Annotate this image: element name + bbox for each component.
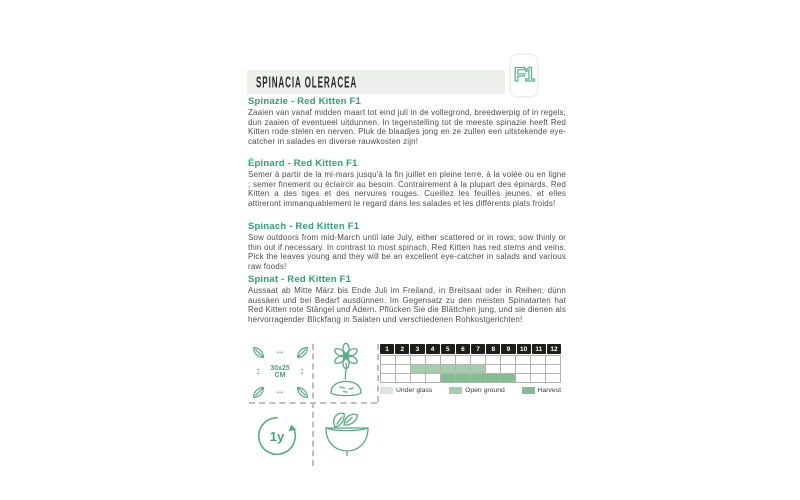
species-title: SPINACIA OLERACEA	[256, 73, 358, 91]
calendar-cell	[411, 365, 426, 374]
calendar-row-harvest	[381, 374, 561, 383]
calendar-cell	[471, 356, 486, 365]
calendar-grid-body	[380, 355, 561, 383]
month-cell: 9	[501, 344, 515, 354]
section-body: Aussaat ab Mitte März bis Ende Juli im Freiland, in Breitsaat oder in Reihen; dünn aussäen und bei Bedarf ausdünnen. Im Gegensatz zu den meisten Spinatarten hat Red Kitten rote Stängel und Adern. Pflücken Sie die Blättchen jung, und sie dienen als hervorragender Blickfang in Salaten und verschiedenen Rohkostgerichten!	[248, 286, 566, 324]
calendar-row-open-ground	[381, 365, 561, 374]
f1-badge-text: F1	[513, 64, 535, 86]
cycle-label: 1y	[269, 428, 285, 444]
calendar-cell	[426, 365, 441, 374]
month-cell: 10	[517, 344, 531, 354]
legend-label: Harvest	[537, 387, 561, 394]
calendar-cell	[441, 356, 456, 365]
spacing-value: 30x25	[270, 364, 290, 372]
month-cell: 12	[547, 344, 561, 354]
arrow-vertical-icon: ↕	[299, 366, 305, 377]
sowing-calendar	[380, 344, 561, 394]
arrow-horizontal-icon: ↔	[275, 346, 285, 357]
calendar-cell	[456, 374, 471, 383]
cut-line-vertical-2	[377, 344, 379, 402]
month-cell: 7	[471, 344, 485, 354]
leaf-icon	[251, 385, 266, 400]
leaf-icon	[295, 345, 310, 360]
legend-swatch	[380, 387, 393, 394]
month-cell: 2	[395, 344, 409, 354]
month-cell: 11	[532, 344, 546, 354]
spacing-unit: CM	[274, 372, 286, 379]
annual-cycle-icon	[252, 411, 302, 461]
calendar-cell	[381, 374, 396, 383]
calendar-cell	[411, 374, 426, 383]
calendar-month-header	[380, 344, 561, 354]
month-cell: 4	[426, 344, 440, 354]
calendar-cell	[501, 356, 516, 365]
calendar-cell	[486, 365, 501, 374]
arrow-vertical-icon: ↕	[255, 366, 261, 377]
calendar-cell	[396, 374, 411, 383]
month-cell: 3	[410, 344, 424, 354]
section-heading: Spinach - Red Kitten F1	[248, 221, 360, 232]
calendar-cell	[486, 374, 501, 383]
spacing-label	[270, 365, 289, 380]
calendar-cell	[531, 356, 546, 365]
calendar-cell	[426, 356, 441, 365]
legend-swatch	[522, 387, 535, 394]
calendar-cell	[486, 356, 501, 365]
calendar-cell	[456, 356, 471, 365]
section-heading: Spinazie - Red Kitten F1	[248, 96, 362, 107]
section-heading: Spinat - Red Kitten F1	[248, 274, 352, 285]
calendar-cell	[516, 365, 531, 374]
calendar-cell	[471, 365, 486, 374]
species-title-band	[247, 70, 505, 94]
cut-line-vertical	[312, 344, 314, 466]
calendar-row-under-glass	[381, 356, 561, 365]
calendar-cell	[546, 374, 561, 383]
section-english	[248, 221, 566, 271]
calendar-cell	[411, 356, 426, 365]
arrow-horizontal-icon: ↔	[275, 386, 285, 397]
calendar-cell	[396, 365, 411, 374]
section-body: Sow outdoors from mid-March until late July, either scattered or in rows; sow thinly or thin out if necessary. In contrast to most spinach, Red Kitten has red stems and veins. Pick the leaves young and they will be an excellent eye-catcher in salads and various raw foods!	[248, 233, 566, 271]
month-cell: 5	[441, 344, 455, 354]
legend-item	[449, 387, 505, 394]
calendar-cell	[516, 356, 531, 365]
calendar-cell	[531, 365, 546, 374]
section-french	[248, 158, 566, 208]
calendar-cell	[516, 374, 531, 383]
legend-item	[380, 387, 432, 394]
calendar-cell	[546, 365, 561, 374]
calendar-cell	[441, 374, 456, 383]
month-cell: 8	[486, 344, 500, 354]
month-cell: 6	[456, 344, 470, 354]
legend-item	[522, 387, 561, 394]
section-body: Semer à partir de la mi-mars jusqu'à la fin juillet en pleine terre, à la volée ou en ligne ; semer finement ou éclaircir au besoin. Contrairement à la plupart des épinards, Red Kitten a des tiges et des nervures rouges. Cueillez les feuilles jeunes, et elles attireront immanquablement le regard dans les salades et les différents plats froids!	[248, 170, 566, 208]
section-body: Zaaien van vanaf midden maart tot eind juli in de vollegrond, breedwerpig of in regels; dun zaaien of eventueel uitdunnen. In tegenstelling tot de meeste spinazie heeft Red Kitten rode stelen en nerven. Pluk de blaadjes jong en ze zullen een uitstekende eye-catcher in salades en diverse rauwkosten zijn!	[248, 108, 566, 146]
calendar-cell	[381, 365, 396, 374]
calendar-cell	[531, 374, 546, 383]
calendar-cell	[546, 356, 561, 365]
calendar-cell	[441, 365, 456, 374]
legend-label: Open ground	[465, 387, 505, 394]
calendar-cell	[501, 374, 516, 383]
calendar-cell	[426, 374, 441, 383]
section-german	[248, 274, 566, 324]
calendar-cell	[501, 365, 516, 374]
section-dutch	[248, 96, 566, 146]
leaf-icon	[295, 385, 310, 400]
legend-label: Under glass	[396, 387, 433, 394]
leaf-icon	[251, 345, 266, 360]
month-cell: 1	[380, 344, 394, 354]
section-heading: Épinard - Red Kitten F1	[248, 158, 358, 169]
f1-badge	[511, 55, 537, 96]
spacing-icon	[250, 344, 310, 400]
calendar-cell	[381, 356, 396, 365]
calendar-cell	[396, 356, 411, 365]
seedling-flower-icon	[318, 341, 374, 401]
calendar-cell	[456, 365, 471, 374]
salad-bowl-icon	[319, 409, 375, 461]
calendar-legend	[380, 387, 561, 394]
calendar-cell	[471, 374, 486, 383]
legend-swatch	[449, 387, 462, 394]
